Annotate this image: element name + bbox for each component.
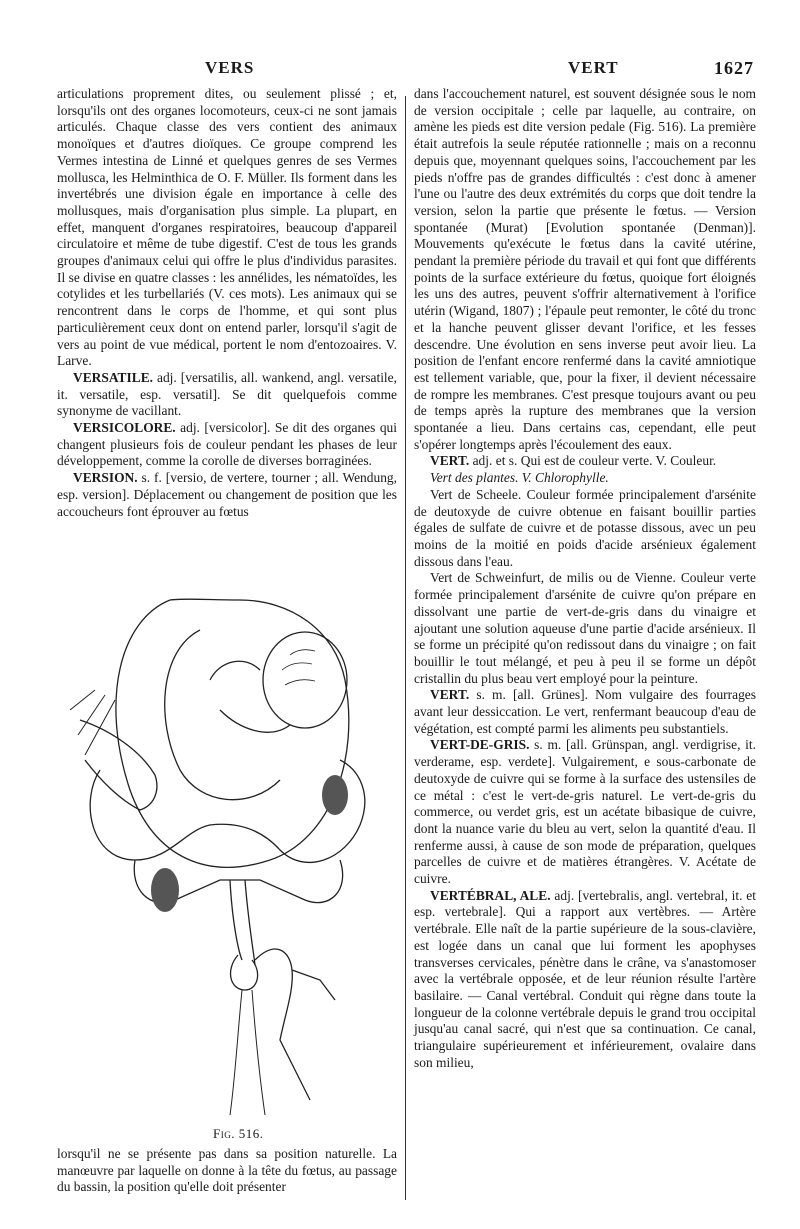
obstetric-version-drawing: [60, 560, 400, 1120]
entry-version: [57, 470, 397, 520]
headword-vert: VERT.: [430, 453, 470, 469]
entry-vert: [414, 453, 756, 470]
definition-version: s. f. [versio, de vertere, tourner ; all. Wendung, esp. version]. Déplacement ou changement de position que les accoucheurs font éprouver au fœtus: [57, 470, 397, 519]
fetus-legs: [230, 880, 255, 965]
lasso: [231, 955, 258, 990]
definition-vert-de-gris: s. m. [all. Grünspan, angl. verdigrise, it. verderame, esp. verdete]. Vulgairement, e sous-carbonate de deutoxyde de cuivre qui se forme à la surface des ustensiles de ce métal : c'est le vert-de-gris naturel. Le vert-de-gris du commerce, ou verdet gris, est un acétate bibasique de cuivre, dont la nuance varie du bleu au vert, selon la quantité d'eau. Il renferme aussi, à cause de son mode de préparation, quelques parcelles de cuivre et de matières étrangères. V. Acétate de cuivre.: [414, 737, 756, 887]
headword-vert-de-gris: VERT-DE-GRIS.: [430, 737, 530, 753]
entry-vert-de-gris: [414, 737, 756, 887]
headword-version: VERSION.: [73, 470, 138, 486]
running-head-left: VERS: [205, 58, 255, 77]
entry-versicolore: [57, 420, 397, 470]
fetus-knee: [210, 661, 260, 680]
column-divider: [405, 96, 406, 1200]
entry-vert-scheele: Vert de Scheele. Couleur formée principalement d'arsénite de deutoxyde de cuivre obtenue en faisant bouillir parties égales de sulfate de cuivre et de potasse dissous, avec un peu moins de la moitié en poids d'acide arsénieux également dissous dans l'eau.: [414, 486, 756, 569]
operator-hand-inner: [80, 720, 157, 810]
headword-versatile: VERSATILE.: [73, 369, 154, 385]
uterus-outline-top: [170, 599, 349, 860]
headword-versicolore: VERSICOLORE.: [73, 420, 176, 436]
figure-caption: Fig. 516.: [213, 1126, 264, 1141]
headword-vertebral: VERTÉBRAL, ALE.: [430, 887, 551, 903]
entry-vert-plantes: Vert des plantes. V. Chlorophylle.: [430, 470, 609, 486]
left-column: [57, 86, 397, 520]
page-number: 1627: [714, 58, 754, 78]
headword-vert-noun: VERT.: [430, 687, 470, 703]
cord: [230, 990, 265, 1115]
fetus-arm: [220, 710, 290, 732]
operator-fingers: [70, 690, 115, 755]
entry-versatile: [57, 370, 397, 420]
entry-vert-schweinfurt: Vert de Schweinfurt, de milis ou de Vienne. Couleur verte formée principalement d'arsénite de cuivre qu'on prépare en dissolvant une partie de vert-de-gris dans du vinaigre et ajoutant une solution aqueuse d'une partie d'acide arsénieux. Il se forme un précipité qu'on redissout dans du vinaigre ; on fait bouillir le tout mélangé, et peu à peu il se forme un dépôt cristallin du plus beau vert employé pour la peinture.: [414, 570, 756, 686]
fetus-hair: [282, 650, 315, 685]
entry-vertebral: [414, 888, 756, 1072]
paragraph-version-right: dans l'accouchement naturel, est souvent désignée sous le nom de version occipitale ; celle par laquelle, au contraire, on amène les pieds est dite version pedale (Fig. 516). La première était autrefois la seule réputée rationnelle ; mais on a reconnu depuis que, moyennant quelques soins, l'accouchement par les pieds n'offre pas de grandes difficultés : c'est donc à amener l'une ou l'autre des deux extrémités du corps que doit tendre la version, selon la partie que présente le fœtus. — Version spontanée (Murat) [Evolution spontanée (Denman)]. Mouvements qu'exécute le fœtus dans la cavité utérine, pendant la première période du travail et qui font que différents points de la surface extérieure du fœtus, quoique fort éloignés les uns des autres, peuvent s'offrir alternativement à l'orifice utérin (Wigand, 1807) ; l'épaule peut remonter, le côté du tronc et la hanche peuvent glisser devant l'orifice, et les fesses descendre. Une évolution en sens inverse peut avoir lieu. La position de l'enfant encore renfermé dans la cavité amniotique est tellement variable, que, pour la fixer, il devient nécessaire de rompre les membranes. C'est presque toujours avant ou peu de temps après la rupture des membranes que la version spontanée a lieu. Dans certains cas, cependant, elle peut s'opérer longtemps après l'écoulement des eaux.: [414, 86, 756, 452]
definition-versatile: adj. [versatilis, all. wankend, angl. versatile, it. versatile, esp. versatil]. Se dit quelquefois comme synonyme de vacillant.: [57, 369, 397, 419]
uterus-outline: [116, 600, 270, 867]
pelvis-iliac: [90, 760, 365, 862]
fetus-back: [165, 630, 280, 800]
obturator-right: [322, 775, 348, 815]
left-column-bottom: [57, 1146, 397, 1196]
entry-vert-noun: [414, 687, 756, 737]
definition-vertebral: adj. [vertebralis, angl. vertebral, it. et esp. vertebrale]. Qui a rapport aux vertèbres. — Artère vertébrale. Elle naît de la partie supérieure de la sous-clavière, est logée dans un canal que lui forment les apophyses transverses cervicales, pénètre dans le crâne, va s'anastomoser avec la vertébrale opposée, et de leur réunion résulte l'artère basilaire. — Canal vertébral. Conduit qui règne dans toute la longueur de la colonne vertébrale depuis le grand trou occipital jusqu'au canal sacré, qui n'est que sa continuation. Ce canal, triangulaire supérieurement et inférieurement, ovalaire dans son milieu,: [414, 887, 756, 1070]
right-column: [414, 86, 756, 1071]
paragraph-version-cont: lorsqu'il ne se présente pas dans sa position naturelle. La manœuvre par laquelle on donne à la tête du fœtus, au passage du bassin, la position qu'elle doit présenter: [57, 1146, 397, 1195]
definition-versicolore: adj. [versicolor]. Se dit des organes qui changent plusieurs fois de couleur pendant les phases de leur développement, comme la corolle de diverses borraginées.: [57, 420, 397, 469]
operator-hand-outer: [255, 949, 335, 1100]
paragraph-vers-cont: articulations proprement dites, ou seulement plissé ; et, lorsqu'ils ont des organes locomoteurs, ceux-ci ne sont jamais articulés. Chaque classe des vers contient des animaux monoïques et d'autres dioïques. Ce groupe comprend les Vermes intestina de Linné et quelques genres de ses Vermes mollusca, les Helminthica de O. F. Müller. Ils forment dans les invertébrés une division égale en importance à celle des mollusques, mais d'organisation plus simple. La plupart, en effet, manquent d'organes respiratoires, beaucoup d'appareil circulatoire et même de tube digestif. C'est de tous les grands groupes d'animaux celui qui offre le plus d'individus parasites. Il se divise en quatre classes : les annélides, les nématoïdes, les cotylides et les turbellariés (V. ces mots). Les animaux qui se rencontrent dans le corps de l'homme, et qui sont plus particulièrement ceux dont on entend parler, lorsqu'il s'agit de vers au point de vue médical, portent le nom d'entozoaires. V. Larve.: [57, 86, 397, 369]
running-head-right: VERT: [568, 58, 619, 77]
definition-vert: adj. et s. Qui est de couleur verte. V. Couleur.: [469, 453, 717, 469]
definition-vert-noun: s. m. [all. Grünes]. Nom vulgaire des fourrages avant leur dessiccation. Le vert, renfermant beaucoup d'eau de végétation, est compté parmi les aliments peu substantiels.: [414, 687, 756, 736]
obturator-left: [151, 868, 179, 912]
figure-516-illustration: [60, 560, 400, 1120]
